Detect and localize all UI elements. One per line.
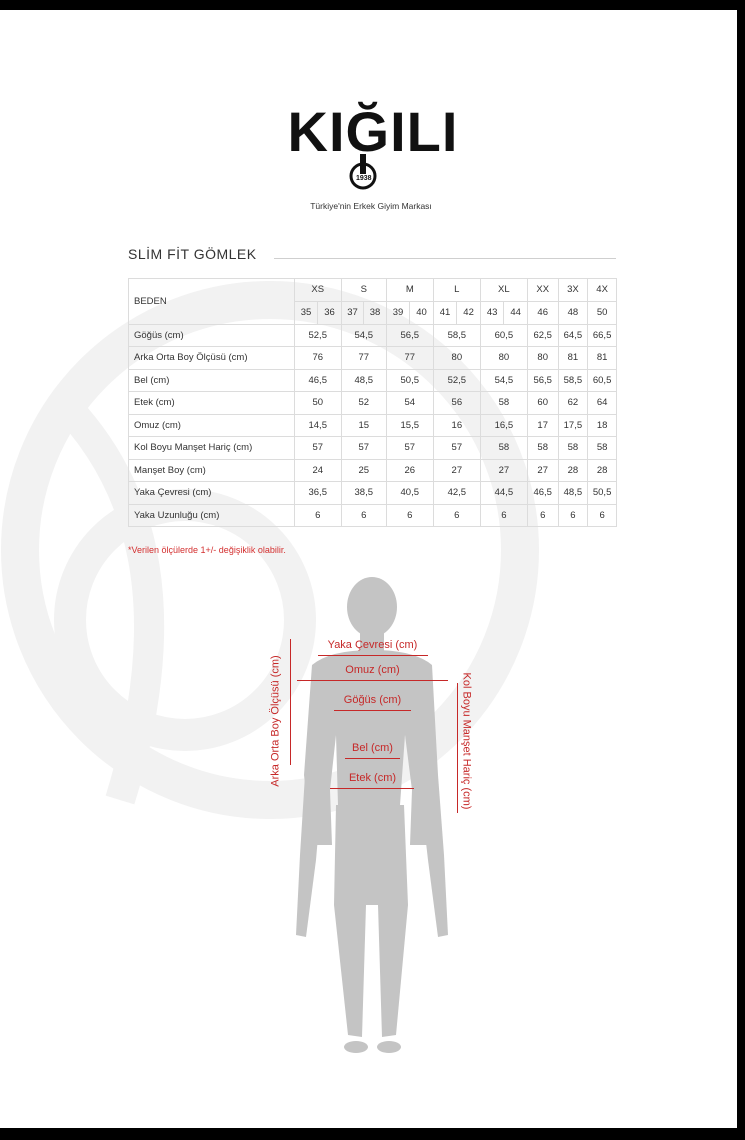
size-header: M: [386, 279, 433, 302]
title-divider: [274, 258, 616, 259]
row-value: 52,5: [433, 369, 480, 392]
row-value: 76: [294, 347, 341, 370]
row-value: 60,5: [480, 324, 527, 347]
label-gogus: Göğüs (cm): [343, 694, 402, 706]
row-value: 81: [558, 347, 588, 370]
row-value: 80: [433, 347, 480, 370]
table-row: [129, 437, 617, 460]
row-value: 15,5: [386, 414, 433, 437]
row-label: Arka Orta Boy Ölçüsü (cm): [129, 347, 295, 370]
row-value: 28: [588, 459, 617, 482]
row-value: 16,5: [480, 414, 527, 437]
row-value: 44,5: [480, 482, 527, 505]
row-value: 58: [527, 437, 558, 460]
row-value: 6: [433, 504, 480, 527]
row-label: Omuz (cm): [129, 414, 295, 437]
row-label: Manşet Boy (cm): [129, 459, 295, 482]
row-value: 62: [558, 392, 588, 415]
page-title: SLİM FİT GÖMLEK: [128, 246, 257, 262]
row-value: 62,5: [527, 324, 558, 347]
size-header: S: [341, 279, 386, 302]
sub-size: 44: [504, 301, 528, 324]
bottom-frame-bar: [0, 1128, 745, 1140]
sub-size: 43: [480, 301, 504, 324]
size-header: 4X: [588, 279, 617, 302]
row-value: 15: [341, 414, 386, 437]
table-row: [129, 347, 617, 370]
line-etek: [330, 788, 414, 789]
row-value: 64,5: [558, 324, 588, 347]
line-bel: [345, 758, 400, 759]
label-kol: Kol Boyu Manşet Hariç (cm): [460, 672, 473, 810]
row-value: 28: [558, 459, 588, 482]
row-value: 54,5: [341, 324, 386, 347]
row-value: 25: [341, 459, 386, 482]
brand-tagline: Türkiye'nin Erkek Giyim Markası: [310, 201, 432, 211]
row-value: 17: [527, 414, 558, 437]
row-value: 56: [433, 392, 480, 415]
line-kol: [457, 683, 458, 813]
row-label: Etek (cm): [129, 392, 295, 415]
row-value: 80: [527, 347, 558, 370]
table-row: [129, 482, 617, 505]
row-value: 27: [480, 459, 527, 482]
row-value: 58: [558, 437, 588, 460]
row-value: 46,5: [527, 482, 558, 505]
row-value: 52: [341, 392, 386, 415]
sub-size: 36: [318, 301, 342, 324]
row-value: 26: [386, 459, 433, 482]
row-value: 56,5: [527, 369, 558, 392]
row-value: 81: [588, 347, 617, 370]
row-value: 77: [386, 347, 433, 370]
row-value: 57: [294, 437, 341, 460]
row-value: 6: [480, 504, 527, 527]
brand-name: KIĞILI: [287, 100, 459, 163]
row-value: 18: [588, 414, 617, 437]
row-value: 77: [341, 347, 386, 370]
sub-size: 50: [588, 301, 617, 324]
row-label: Göğüs (cm): [129, 324, 295, 347]
row-value: 27: [433, 459, 480, 482]
row-value: 52,5: [294, 324, 341, 347]
row-value: 56,5: [386, 324, 433, 347]
row-value: 17,5: [558, 414, 588, 437]
label-arka: Arka Orta Boy Ölçüsü (cm): [269, 655, 282, 787]
logo-ring-icon: [346, 152, 380, 190]
row-value: 24: [294, 459, 341, 482]
sub-size: 37: [341, 301, 364, 324]
row-value: 6: [341, 504, 386, 527]
row-value: 36,5: [294, 482, 341, 505]
row-value: 66,5: [588, 324, 617, 347]
row-label: Bel (cm): [129, 369, 295, 392]
row-value: 40,5: [386, 482, 433, 505]
row-value: 46,5: [294, 369, 341, 392]
label-etek: Etek (cm): [348, 772, 397, 784]
table-row: [129, 369, 617, 392]
sub-size: 48: [558, 301, 588, 324]
row-value: 38,5: [341, 482, 386, 505]
row-value: 57: [433, 437, 480, 460]
row-value: 50,5: [386, 369, 433, 392]
row-value: 64: [588, 392, 617, 415]
size-header: XS: [294, 279, 341, 302]
line-gogus: [334, 710, 411, 711]
row-value: 6: [558, 504, 588, 527]
size-table: [128, 278, 617, 527]
row-value: 14,5: [294, 414, 341, 437]
row-label: Yaka Uzunluğu (cm): [129, 504, 295, 527]
table-row: [129, 504, 617, 527]
row-value: 60: [527, 392, 558, 415]
row-value: 57: [341, 437, 386, 460]
row-value: 54: [386, 392, 433, 415]
line-omuz: [297, 680, 448, 681]
sub-size: 35: [294, 301, 318, 324]
row-value: 48,5: [558, 482, 588, 505]
row-value: 6: [386, 504, 433, 527]
row-value: 58: [588, 437, 617, 460]
label-bel: Bel (cm): [352, 742, 393, 754]
table-row: [129, 414, 617, 437]
sub-size: 42: [457, 301, 481, 324]
row-value: 42,5: [433, 482, 480, 505]
size-header: L: [433, 279, 480, 302]
table-header-row: [129, 279, 617, 302]
row-label: Kol Boyu Manşet Hariç (cm): [129, 437, 295, 460]
row-value: 58: [480, 437, 527, 460]
row-value: 6: [294, 504, 341, 527]
row-value: 57: [386, 437, 433, 460]
row-value: 48,5: [341, 369, 386, 392]
brand-year: 1938: [356, 175, 372, 182]
sub-size: 38: [364, 301, 387, 324]
sub-size: 46: [527, 301, 558, 324]
row-value: 50: [294, 392, 341, 415]
table-row: [129, 392, 617, 415]
header-beden: BEDEN: [129, 279, 295, 325]
row-value: 6: [588, 504, 617, 527]
label-omuz: Omuz (cm): [345, 664, 400, 676]
row-value: 58,5: [433, 324, 480, 347]
label-yaka: Yaka Çevresi (cm): [327, 639, 418, 651]
row-value: 80: [480, 347, 527, 370]
sub-size: 39: [386, 301, 410, 324]
row-value: 60,5: [588, 369, 617, 392]
row-value: 58,5: [558, 369, 588, 392]
row-value: 54,5: [480, 369, 527, 392]
row-label: Yaka Çevresi (cm): [129, 482, 295, 505]
row-value: 50,5: [588, 482, 617, 505]
sub-size: 41: [433, 301, 457, 324]
row-value: 27: [527, 459, 558, 482]
row-value: 58: [480, 392, 527, 415]
row-value: 16: [433, 414, 480, 437]
line-yaka: [318, 655, 428, 656]
row-value: 6: [527, 504, 558, 527]
line-arka: [290, 639, 291, 765]
table-row: [129, 459, 617, 482]
measurement-note: *Verilen ölçülerde 1+/- değişiklik olabilir.: [128, 545, 286, 555]
size-header: 3X: [558, 279, 588, 302]
size-header: XL: [480, 279, 527, 302]
body-figure: [0, 575, 745, 1055]
size-header: XX: [527, 279, 558, 302]
sub-size: 40: [410, 301, 434, 324]
top-frame-bar: [0, 0, 745, 10]
table-row: [129, 324, 617, 347]
